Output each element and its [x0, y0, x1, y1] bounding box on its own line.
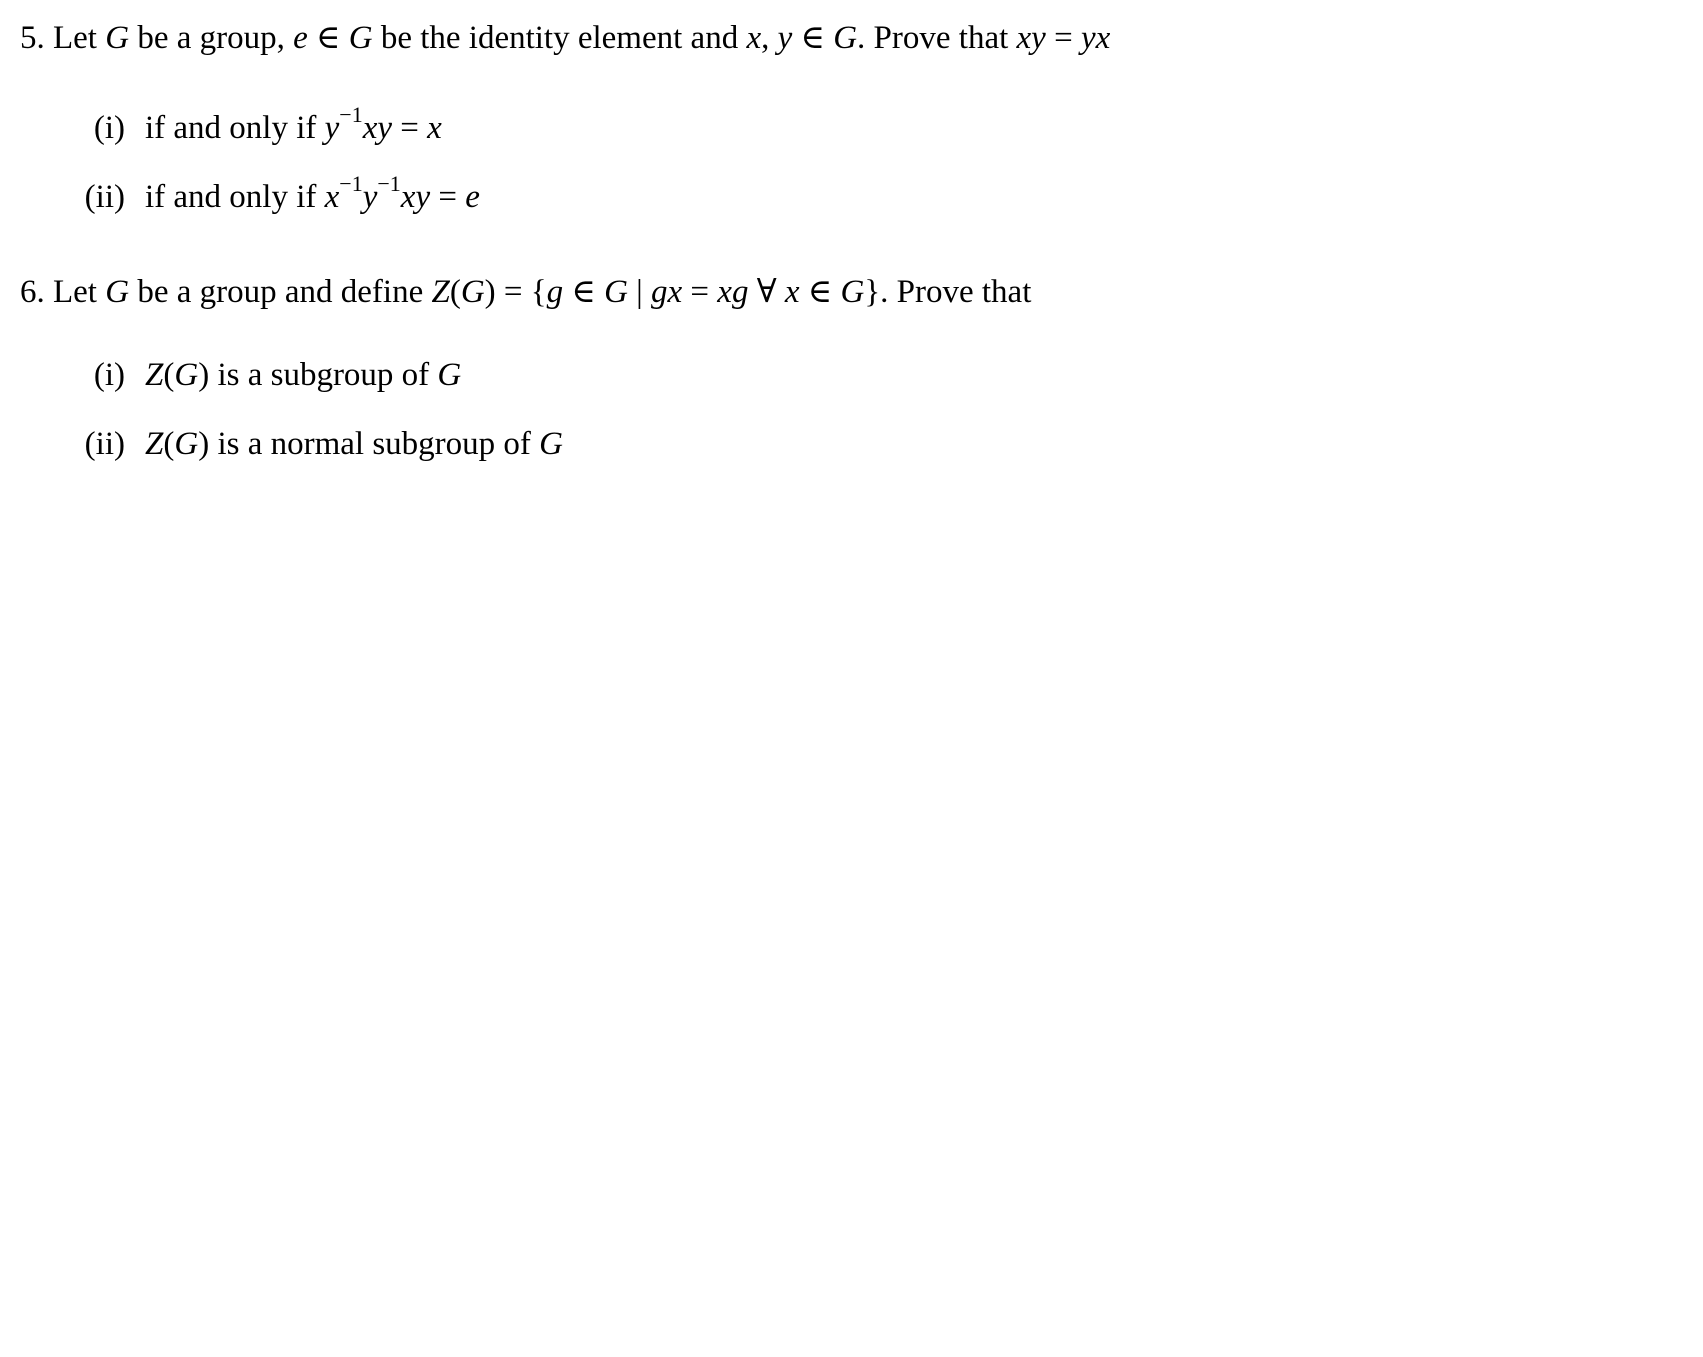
statement-text: Let G be a group and define Z(G) = {g ∈ G | gx = xg ∀ x ∈ G}. Prove that: [53, 274, 1032, 310]
item-text: if and only if $y^{-1}xy = x$: [145, 102, 442, 146]
problem-6-number: 6.: [20, 274, 45, 310]
item-label: (ii): [84, 179, 125, 215]
item-text: Z(G) is a subgroup of G: [145, 357, 462, 393]
statement-text: Let G be a group, e ∈ G be the identity element and x, y ∈ G. Prove that xy = yx: [53, 20, 1111, 56]
problem-5-statement: [20, 18, 1110, 58]
problem-5-number: 5.: [20, 20, 45, 56]
item-text: if and only if $x^{-1}y^{-1}xy = e$: [145, 171, 480, 215]
item-label: (i): [93, 357, 125, 393]
item-label: (ii): [84, 426, 125, 462]
problem-6-statement: [20, 272, 1031, 312]
item-label: (i): [93, 110, 125, 146]
item-text: Z(G) is a normal subgroup of G: [145, 426, 563, 462]
